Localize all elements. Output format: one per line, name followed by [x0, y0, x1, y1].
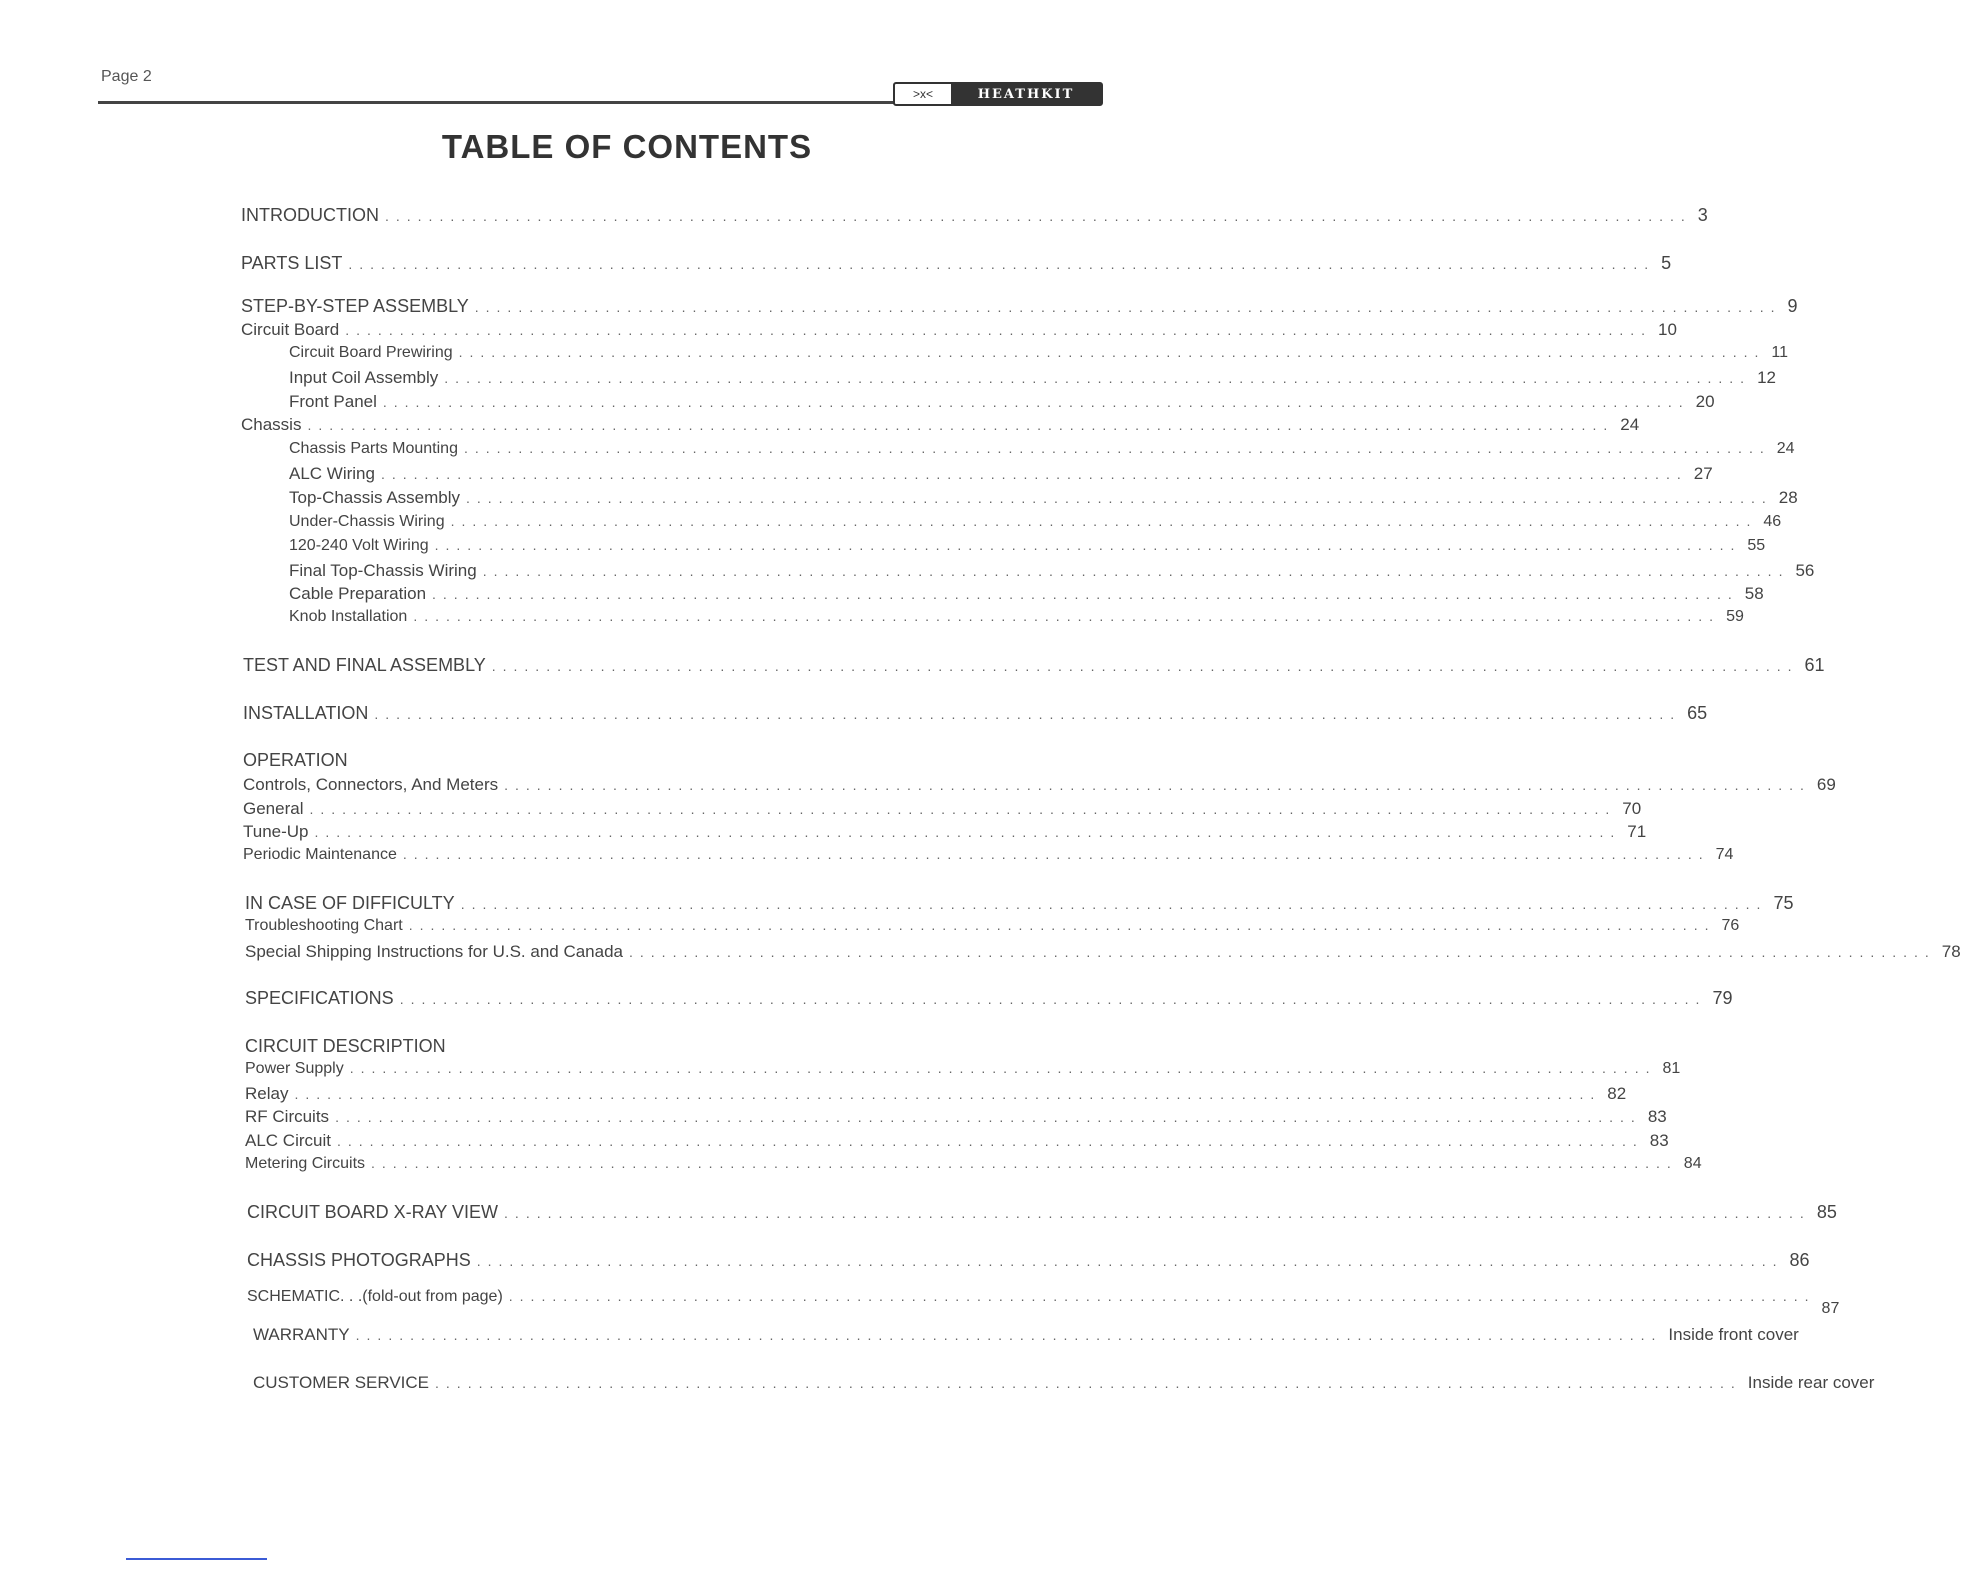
toc-entry-page: 55 — [1747, 537, 1766, 554]
toc-leader-dots: ........................................................................................................................ — [458, 344, 1766, 360]
toc-leader-dots: ........................................................................................................................ — [309, 801, 1617, 817]
toc-leader-dots: ........................................................................................................................ — [355, 1327, 1663, 1343]
toc-leader-dots: ........................................................................................................................ — [336, 1133, 1644, 1149]
toc-entry — [289, 392, 1715, 412]
toc-entry-page: 46 — [1763, 513, 1782, 530]
toc-entry-label: INSTALLATION — [243, 703, 369, 723]
toc-leader-dots: ........................................................................................................................ — [371, 1155, 1678, 1171]
toc-leader-dots: ........................................................................................................................ — [491, 658, 1799, 674]
toc-entry-page: 27 — [1693, 464, 1713, 483]
toc-entry-label: Special Shipping Instructions for U.S. and Canada — [245, 942, 624, 961]
toc-entry-page: 5 — [1661, 253, 1672, 273]
toc-entry-page: 24 — [1776, 440, 1795, 457]
toc-entry-page: 83 — [1647, 1107, 1667, 1126]
toc-entry-page: 84 — [1683, 1155, 1702, 1172]
toc-leader-dots: ........................................................................................................................ — [629, 944, 1936, 960]
toc-leader-dots: ........................................................................................................................ — [435, 1375, 1742, 1391]
toc-entry — [247, 1288, 1840, 1317]
toc-entry — [289, 584, 1764, 604]
toc-entry — [241, 253, 1672, 274]
toc-leader-dots: ........................................................................................................................ — [466, 490, 1773, 506]
toc-entry — [241, 296, 1798, 317]
toc-entry-label: Troubleshooting Chart — [245, 917, 403, 934]
toc-entry-label: Knob Installation — [289, 608, 408, 625]
toc-entry — [253, 1325, 1799, 1345]
toc-entry-page: 75 — [1773, 893, 1794, 913]
toc-entry-label: Periodic Maintenance — [243, 846, 397, 863]
toc-entry-page: 58 — [1744, 584, 1764, 603]
toc-entry-page: 81 — [1662, 1060, 1681, 1077]
toc-entry-page: 79 — [1712, 988, 1733, 1008]
toc-entry-label: SPECIFICATIONS — [245, 988, 394, 1008]
toc-entry — [289, 537, 1766, 555]
toc-entry-label: RF Circuits — [245, 1107, 330, 1126]
toc-entry — [245, 1107, 1667, 1127]
toc-entry — [241, 205, 1708, 226]
toc-leader-dots: ........................................................................................................................ — [450, 513, 1758, 529]
toc-entry-label: Final Top-Chassis Wiring — [289, 561, 477, 580]
toc-entry — [253, 1373, 1875, 1393]
toc-entry-page: 74 — [1715, 846, 1734, 863]
toc-leader-dots: ........................................................................................................................ — [504, 777, 1811, 793]
toc-entry-page: 71 — [1627, 822, 1647, 841]
toc-entry — [245, 942, 1961, 962]
logo-mark-icon: >x< — [912, 87, 933, 101]
toc-entry-page: 3 — [1697, 205, 1708, 225]
toc-leader-dots: ........................................................................................................................ — [408, 917, 1716, 933]
toc-leader-dots: ........................................................................................................................ — [335, 1109, 1642, 1125]
toc-leader-dots: ........................................................................................................................ — [482, 563, 1790, 579]
toc-entry — [247, 1202, 1837, 1223]
toc-entry-label: 120-240 Volt Wiring — [289, 537, 429, 554]
toc-entry — [289, 440, 1795, 458]
toc-entry-page: 85 — [1816, 1202, 1837, 1222]
toc-leader-dots: ........................................................................................................................ — [385, 208, 1692, 224]
toc-leader-dots: ........................................................................................................................ — [476, 1253, 1784, 1269]
toc-entry — [289, 608, 1744, 626]
toc-entry-label: SCHEMATIC. . .(fold-out from page) — [247, 1288, 503, 1305]
toc-entry-label: Input Coil Assembly — [289, 368, 439, 387]
toc-entry-label: Chassis Parts Mounting — [289, 440, 458, 457]
page-title: TABLE OF CONTENTS — [441, 128, 813, 165]
toc-entry — [289, 488, 1798, 508]
toc-entry-label: WARRANTY — [253, 1325, 350, 1344]
toc-leader-dots: ........................................................................................................................ — [294, 1086, 1602, 1102]
toc-entry-label: CIRCUIT DESCRIPTION — [245, 1036, 446, 1056]
toc-entry-page: 9 — [1787, 296, 1798, 316]
toc-entry-page: 10 — [1658, 320, 1677, 339]
toc-leader-dots: ........................................................................................................................ — [474, 299, 1782, 315]
toc-entry-label: PARTS LIST — [241, 253, 343, 273]
toc-entry-label: CUSTOMER SERVICE — [253, 1373, 430, 1392]
toc-leader-dots: ........................................................................................................................ — [348, 256, 1656, 272]
toc-entry — [247, 1250, 1810, 1271]
toc-leader-dots: ........................................................................................................................ — [463, 440, 1771, 456]
toc-entry-page: 76 — [1721, 917, 1740, 934]
toc-entry-page: 65 — [1687, 703, 1708, 723]
toc-leader-dots: ........................................................................................................................ — [413, 608, 1721, 624]
toc-entry-label: Chassis — [241, 415, 302, 434]
toc-entry — [245, 1131, 1669, 1151]
toc-entry — [241, 415, 1640, 435]
toc-entry — [245, 1084, 1627, 1104]
toc-entry-label: Metering Circuits — [245, 1155, 366, 1172]
toc-entry — [245, 988, 1733, 1009]
toc-leader-dots: ........................................................................................................................ — [444, 370, 1752, 386]
toc-entry-page: 82 — [1607, 1084, 1627, 1103]
logo-text: HEATHKIT — [951, 84, 1101, 104]
toc-entry — [243, 822, 1647, 842]
toc-entry — [243, 655, 1825, 676]
toc-entry-label: ALC Circuit — [245, 1131, 331, 1150]
footer-line — [126, 1558, 267, 1560]
toc-leader-dots: ........................................................................................................................ — [345, 322, 1653, 338]
toc-entry — [243, 799, 1642, 819]
toc-entry-label: INTRODUCTION — [241, 205, 379, 225]
toc-entry — [243, 775, 1836, 795]
toc-entry — [289, 368, 1776, 388]
toc-entry-page: 83 — [1649, 1131, 1669, 1150]
toc-entry-label: CIRCUIT BOARD X-RAY VIEW — [247, 1202, 499, 1222]
toc-entry-label: General — [243, 799, 304, 818]
toc-entry-page: Inside front cover — [1668, 1325, 1799, 1344]
toc-entry-page: 61 — [1804, 655, 1825, 675]
toc-entry-label: STEP-BY-STEP ASSEMBLY — [241, 296, 469, 316]
toc-entry — [289, 513, 1782, 531]
toc-entry-label: TEST AND FINAL ASSEMBLY — [243, 655, 486, 675]
toc-entry-label: CHASSIS PHOTOGRAPHS — [247, 1250, 471, 1270]
toc-leader-dots: ........................................................................................................................ — [349, 1060, 1657, 1076]
toc-entry-page: 86 — [1789, 1250, 1810, 1270]
toc-entry-page: 24 — [1620, 415, 1640, 434]
toc-entry — [245, 893, 1794, 914]
toc-entry — [241, 320, 1677, 340]
toc-entry-page: 70 — [1622, 799, 1642, 818]
toc-entry-page: Inside rear cover — [1747, 1373, 1875, 1392]
toc-leader-dots: ........................................................................................................................ — [307, 417, 1615, 433]
toc-entry — [245, 1060, 1681, 1078]
toc-leader-dots: ........................................................................................................................ — [504, 1205, 1811, 1221]
toc-entry — [245, 1155, 1702, 1173]
toc-entry-label: Controls, Connectors, And Meters — [243, 775, 499, 794]
toc-leader-dots: ........................................................................................................................ — [508, 1288, 1816, 1304]
toc-entry-page: 87 — [1821, 1300, 1840, 1317]
toc-entry-label: Circuit Board — [241, 320, 340, 339]
toc-entry-page: 59 — [1726, 608, 1744, 625]
toc-entry — [289, 561, 1815, 581]
toc-entry — [243, 750, 955, 771]
toc-leader-dots: ........................................................................................................................ — [434, 537, 1742, 553]
toc-entry-page: 56 — [1795, 561, 1815, 580]
toc-entry — [289, 344, 1788, 362]
toc-entry-label: Power Supply — [245, 1060, 344, 1077]
toc-entry-label: Front Panel — [289, 392, 377, 411]
toc-leader-dots: ........................................................................................................................ — [380, 466, 1688, 482]
toc-entry-page: 11 — [1771, 344, 1788, 361]
toc-entry — [245, 1036, 955, 1057]
page-number-label: Page 2 — [101, 68, 152, 85]
toc-entry-label: Tune-Up — [243, 822, 309, 841]
toc-leader-dots: ........................................................................................................................ — [314, 824, 1622, 840]
toc-leader-dots: ........................................................................................................................ — [402, 846, 1710, 862]
toc-entry-label: Top-Chassis Assembly — [289, 488, 461, 507]
toc-entry-page: 28 — [1778, 488, 1798, 507]
toc-entry — [245, 917, 1740, 935]
toc-leader-dots: ........................................................................................................................ — [382, 394, 1690, 410]
toc-entry — [289, 464, 1713, 484]
toc-entry-label: Cable Preparation — [289, 584, 427, 603]
toc-entry — [243, 703, 1708, 724]
toc-entry-label: Relay — [245, 1084, 289, 1103]
toc-entry-label: ALC Wiring — [289, 464, 375, 483]
toc-entry — [243, 846, 1734, 864]
toc-entry-page: 20 — [1695, 392, 1715, 411]
toc-entry-label: OPERATION — [243, 750, 348, 770]
toc-entry-page: 69 — [1816, 775, 1836, 794]
toc-entry-page: 78 — [1941, 942, 1961, 961]
toc-entry-page: 12 — [1757, 368, 1776, 387]
toc-leader-dots: ........................................................................................................................ — [460, 896, 1768, 912]
toc-leader-dots: ........................................................................................................................ — [399, 991, 1707, 1007]
toc-leader-dots: ........................................................................................................................ — [432, 586, 1739, 602]
toc-entry-label: IN CASE OF DIFFICULTY — [245, 893, 455, 913]
toc-entry-label: Circuit Board Prewiring — [289, 344, 453, 361]
toc-leader-dots: ........................................................................................................................ — [374, 706, 1682, 722]
toc-entry-label: Under-Chassis Wiring — [289, 513, 445, 530]
